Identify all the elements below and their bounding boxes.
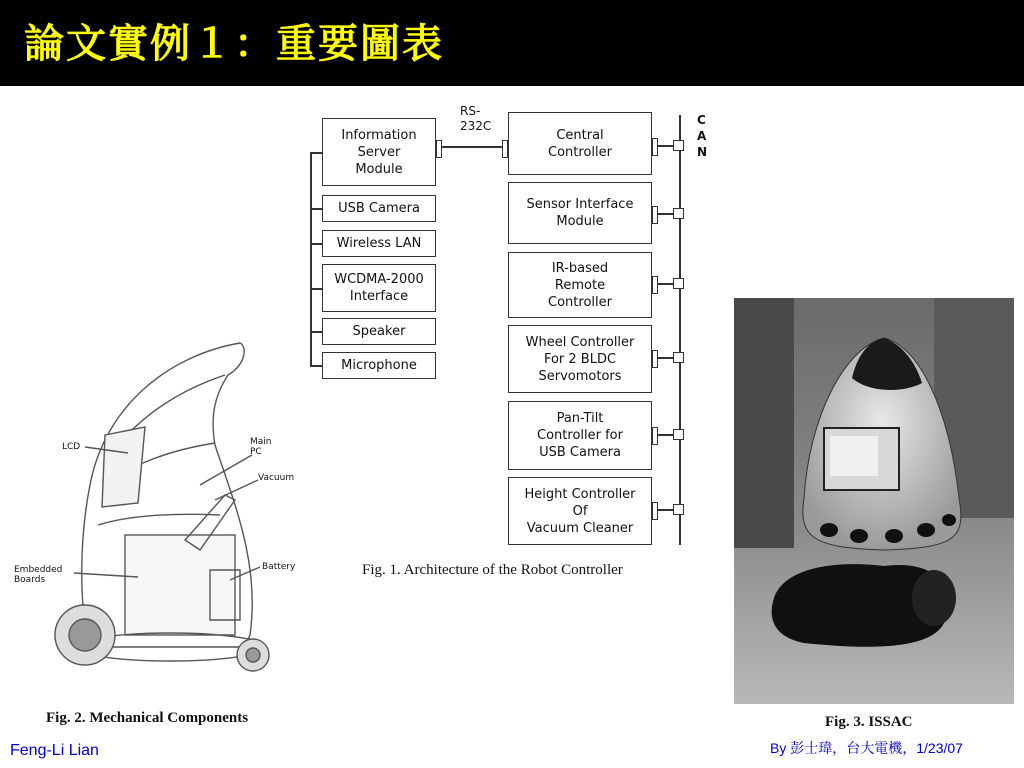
can-port	[652, 276, 658, 294]
box-speaker: Speaker	[322, 318, 436, 345]
rs232-link-line	[442, 146, 502, 148]
box-height-controller: Height Controller Of Vacuum Cleaner	[508, 477, 652, 545]
box-information-server: Information Server Module	[322, 118, 436, 186]
box-wcdma-interface: WCDMA-2000 Interface	[322, 264, 436, 312]
box-wheel-controller: Wheel Controller For 2 BLDC Servomotors	[508, 325, 652, 393]
rs232-label: RS- 232C	[460, 104, 492, 133]
label-embedded-boards: Embedded Boards	[14, 565, 63, 585]
can-stub	[658, 434, 673, 436]
box-pan-tilt-controller: Pan-Tilt Controller for USB Camera	[508, 401, 652, 470]
can-stub	[658, 357, 673, 359]
can-stub	[658, 283, 673, 285]
box-central-controller: Central Controller	[508, 112, 652, 175]
label-battery: Battery	[262, 562, 296, 572]
fig2-caption: Fig. 2. Mechanical Components	[46, 710, 249, 726]
left-stub	[310, 243, 322, 245]
left-stub	[310, 331, 322, 333]
robot-line-drawing	[10, 335, 310, 695]
title-bar	[0, 0, 1024, 86]
can-stub	[658, 213, 673, 215]
can-node	[673, 352, 684, 363]
left-stub	[310, 365, 322, 367]
can-label: C A N	[697, 113, 708, 159]
can-node	[673, 429, 684, 440]
can-node	[673, 140, 684, 151]
can-stub	[658, 509, 673, 511]
fig3-caption: Fig. 3. ISSAC	[825, 714, 913, 730]
label-vacuum: Vacuum	[258, 473, 295, 483]
slide-title: 論文實例１：重要圖表	[24, 20, 444, 67]
footer-author: Feng-Li Lian	[10, 742, 99, 759]
left-trunk-line	[310, 152, 312, 366]
box-microphone: Microphone	[322, 352, 436, 379]
can-node	[673, 278, 684, 289]
left-stub	[310, 152, 322, 154]
box-ir-remote: IR-based Remote Controller	[508, 252, 652, 318]
rs232-port-left	[436, 140, 442, 158]
can-port	[652, 206, 658, 224]
can-port	[652, 502, 658, 520]
box-sensor-interface: Sensor Interface Module	[508, 182, 652, 244]
can-node	[673, 504, 684, 515]
left-stub	[310, 208, 322, 210]
left-stub	[310, 288, 322, 290]
box-usb-camera: USB Camera	[322, 195, 436, 222]
label-lcd: LCD	[62, 442, 81, 452]
box-wireless-lan: Wireless LAN	[322, 230, 436, 257]
footer-credit: By 彭士瑋，台大電機，1/23/07	[770, 740, 963, 756]
can-stub	[658, 145, 673, 147]
can-node	[673, 208, 684, 219]
label-main-pc: Main PC	[250, 437, 272, 457]
can-port	[652, 350, 658, 368]
can-bus-line	[679, 115, 681, 545]
can-port	[652, 138, 658, 156]
can-port	[652, 427, 658, 445]
fig1-caption: Fig. 1. Architecture of the Robot Controller	[362, 562, 623, 578]
issac-robot-photo	[734, 298, 1014, 704]
